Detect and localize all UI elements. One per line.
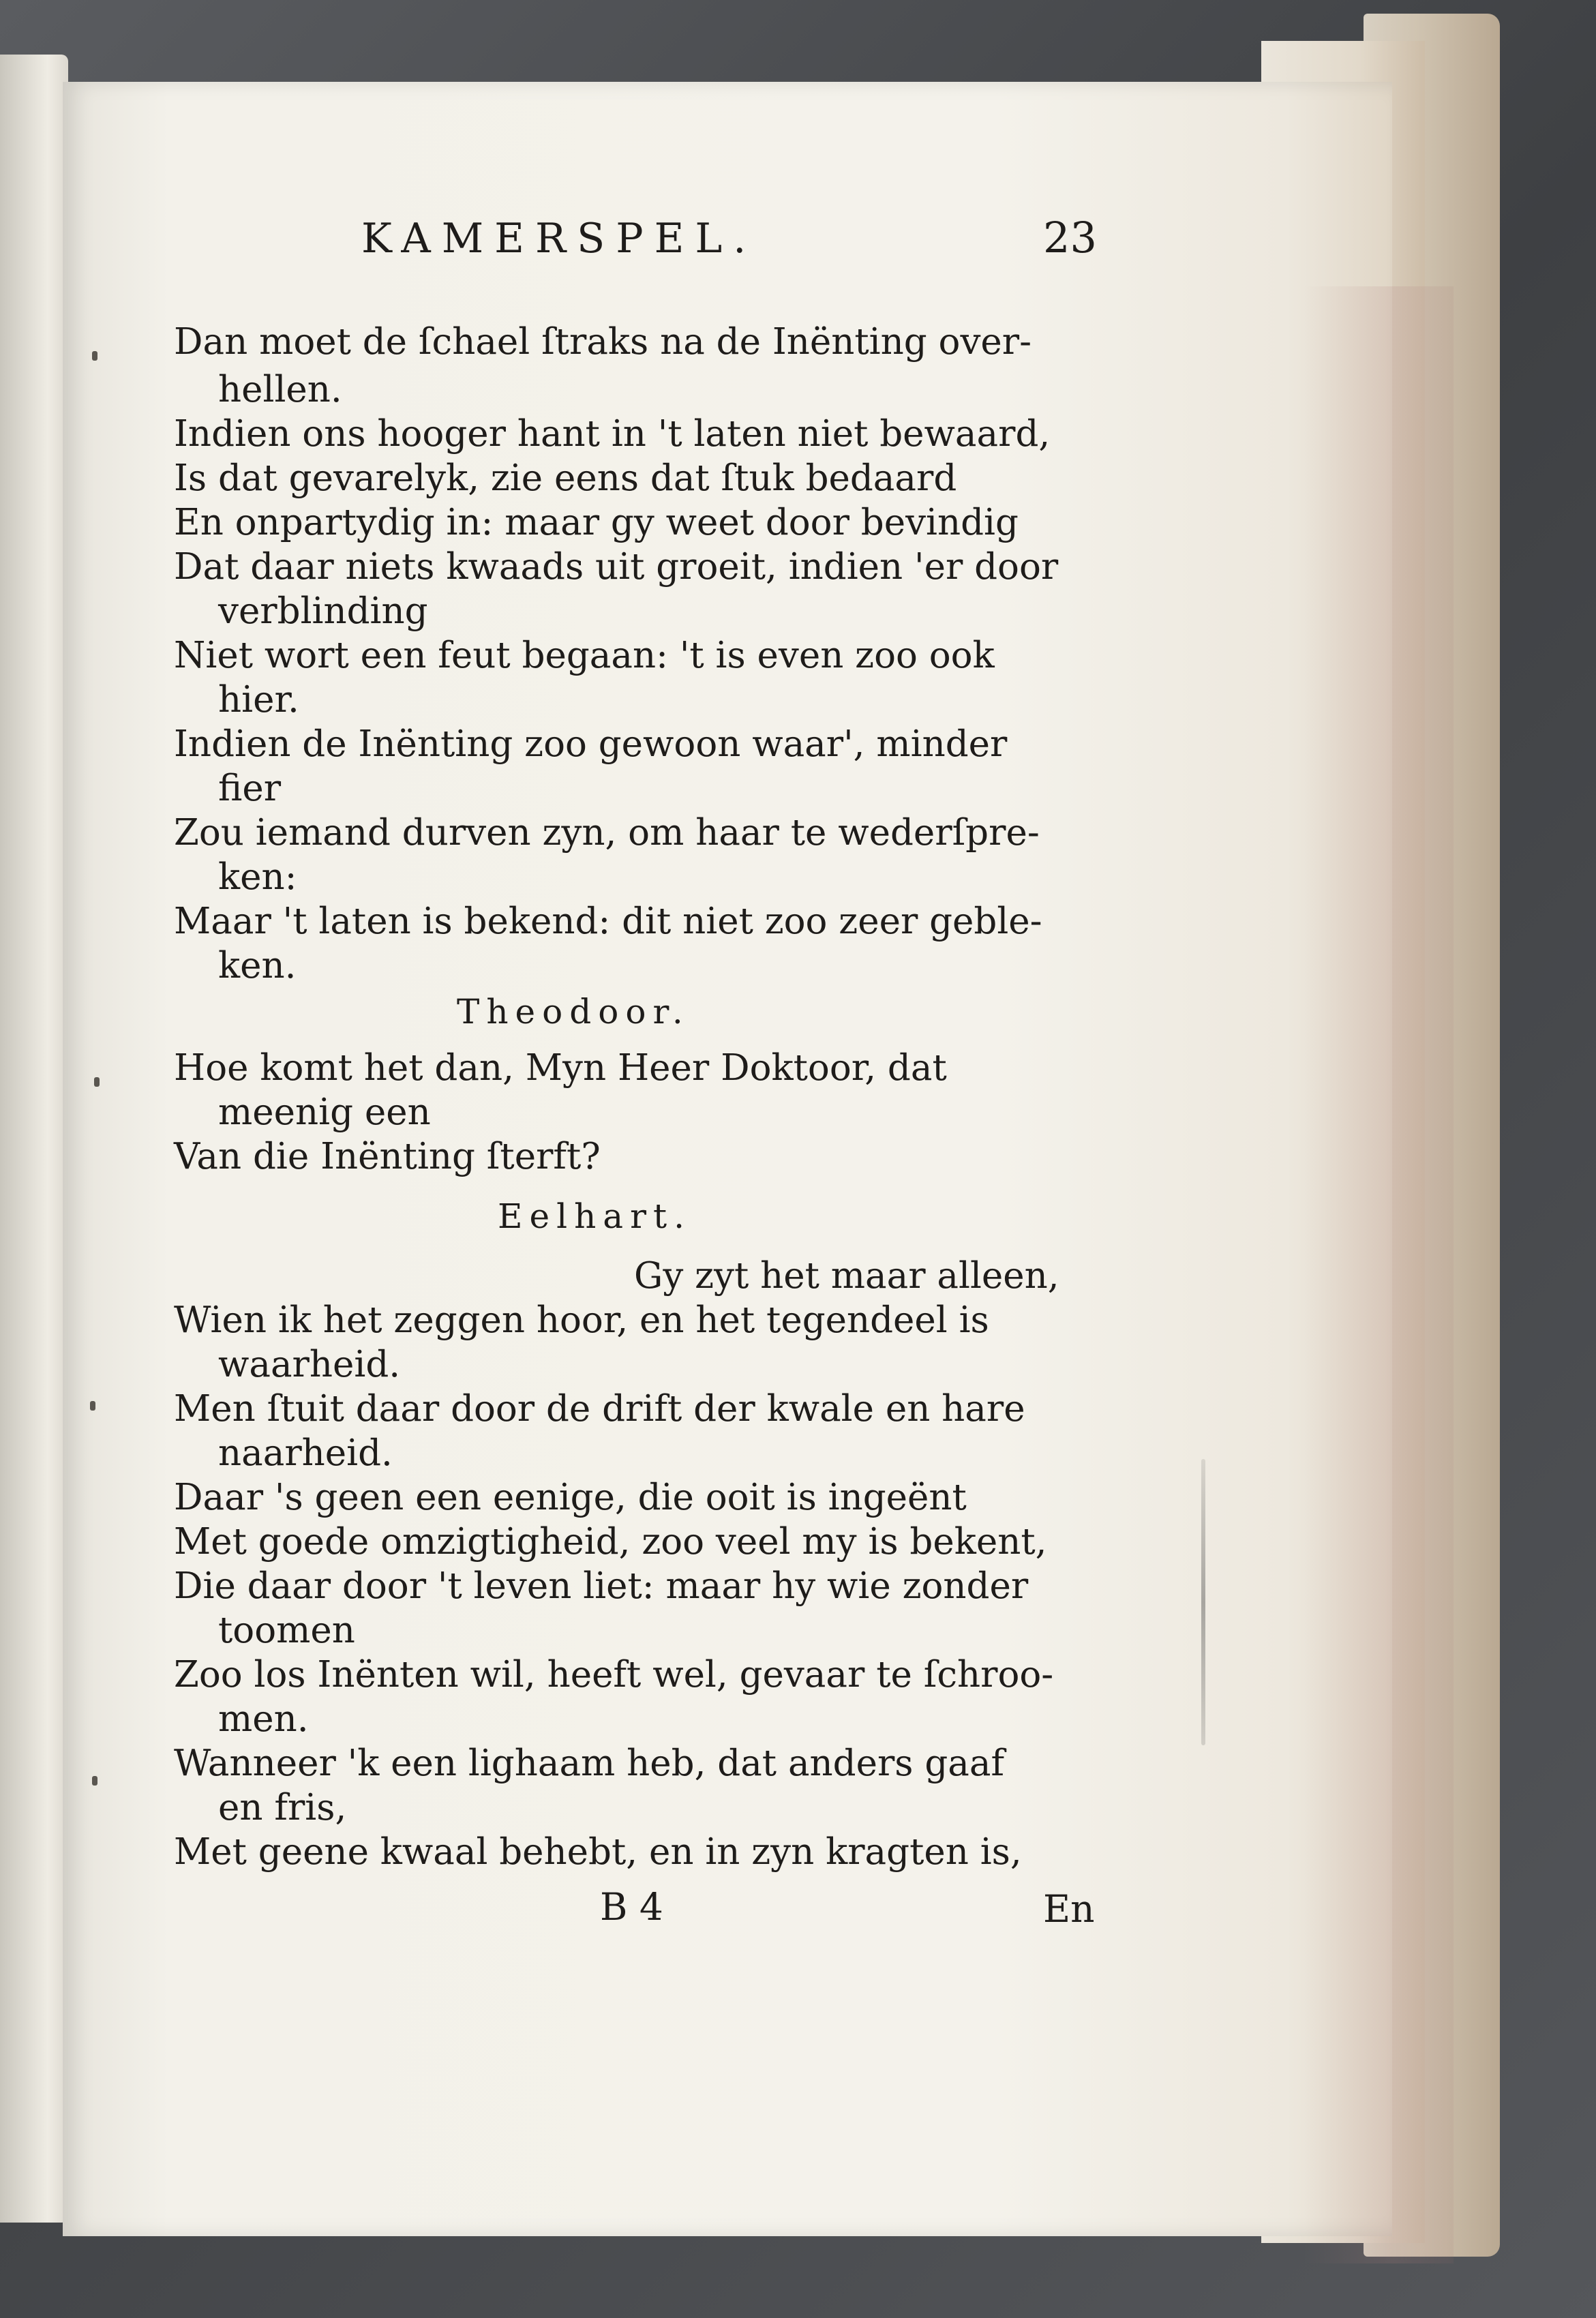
text-line: hier. <box>218 679 299 721</box>
signature-mark: B 4 <box>600 1885 663 1929</box>
facing-page-edge <box>0 55 68 2223</box>
catchword: En <box>1043 1887 1095 1931</box>
text-line: Niet wort een feut begaan: 't is even zoo ook <box>174 635 995 676</box>
text-line: Met geene kwaal behebt, en in zyn kragten is, <box>174 1831 1022 1873</box>
text-line: Wien ik het zeggen hoor, en het tegendeel is <box>174 1299 989 1341</box>
show-through-stain <box>1304 286 1454 2263</box>
text-line: En onpartydig in: maar gy weet door bevindig <box>174 502 1019 543</box>
text-line: en fris, <box>218 1787 347 1828</box>
text-line: toomen <box>218 1610 355 1651</box>
speaker-name: Theodoor. <box>457 992 690 1032</box>
text-line: Daar 's geen een eenige, die ooit is ingeënt <box>174 1477 967 1518</box>
text-line: Zoo los Inënten wil, heeft wel, gevaar te ſchroo- <box>174 1654 1054 1696</box>
text-line: Die daar door 't leven liet: maar hy wie zonder <box>174 1565 1029 1607</box>
text-line: Maar 't laten is bekend: dit niet zoo zeer geble- <box>174 901 1042 942</box>
text-line: Van die Inënting ſterft? <box>174 1136 601 1177</box>
text-line: Met goede omzigtigheid, zoo veel my is bekent, <box>174 1521 1047 1563</box>
text-line: Hoe komt het dan, Myn Heer Doktoor, dat <box>174 1047 947 1089</box>
text-line: Wanneer 'k een lighaam heb, dat anders gaaf <box>174 1743 1005 1784</box>
text-line: verblinding <box>218 590 428 632</box>
running-title: KAMERSPEL. <box>361 215 757 262</box>
text-line: meenig een <box>218 1092 431 1133</box>
text-line: fier <box>218 768 282 809</box>
pencil-mark <box>1201 1459 1205 1745</box>
speaker-name: Eelhart. <box>498 1196 691 1236</box>
text-line: Is dat gevarelyk, zie eens dat ſtuk bedaard <box>174 457 957 499</box>
text-line: waarheid. <box>218 1344 401 1385</box>
text-line: naarheid. <box>218 1432 393 1474</box>
text-line: Dat daar niets kwaads uit groeit, indien 'er door <box>174 546 1059 588</box>
binding-hole <box>90 1401 95 1411</box>
text-line: Zou iemand durven zyn, om haar te wederſpre- <box>174 812 1040 854</box>
text-line: Indien de Inënting zoo gewoon waar', minder <box>174 723 1008 765</box>
text-line: men. <box>218 1698 309 1740</box>
text-line: Men ſtuit daar door de drift der kwale en hare <box>174 1388 1025 1430</box>
binding-hole <box>92 1776 97 1786</box>
text-line: ken. <box>218 945 297 987</box>
text-line: ken: <box>218 856 297 898</box>
text-line: Dan moet de ſchael ſtraks na de Inënting over- <box>174 321 1032 363</box>
binding-hole <box>94 1077 100 1087</box>
binding-hole <box>92 351 97 361</box>
text-line: hellen. <box>218 369 342 410</box>
page-number: 23 <box>1043 213 1097 262</box>
text-line: Indien ons hooger hant in 't laten niet bewaard, <box>174 413 1051 455</box>
text-line: Gy zyt het maar alleen, <box>634 1255 1059 1297</box>
